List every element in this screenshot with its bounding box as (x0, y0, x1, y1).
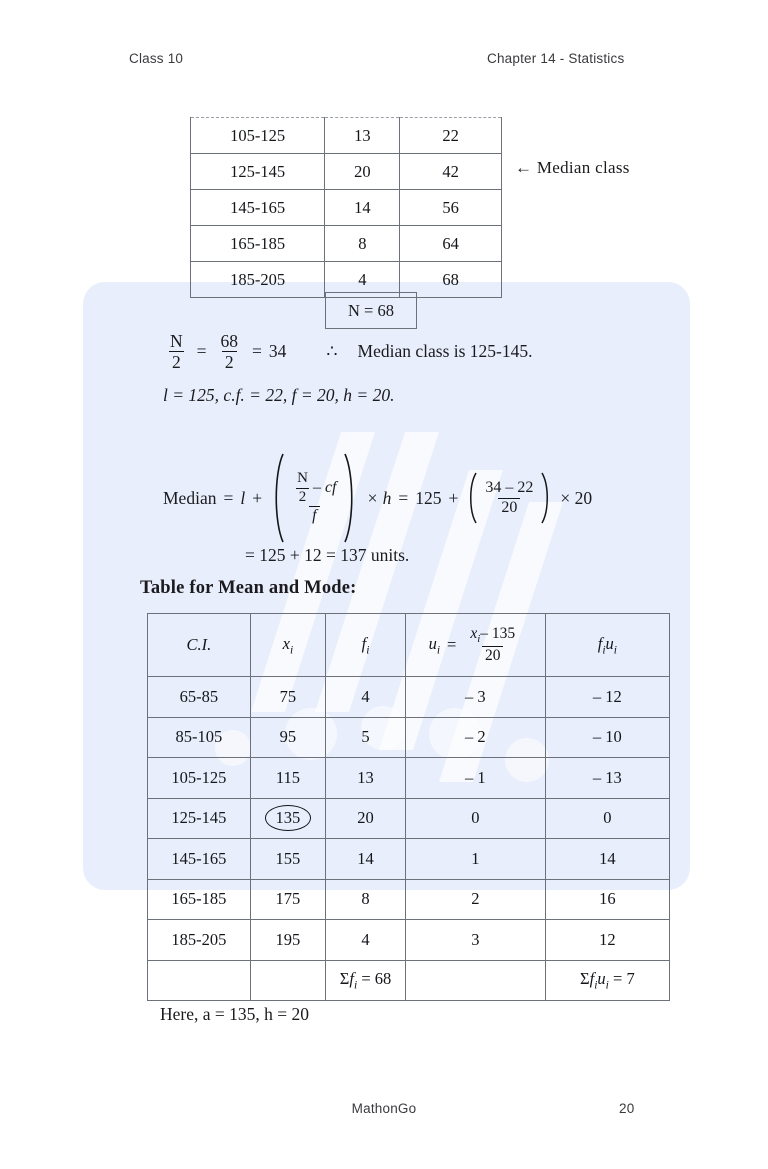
right-paren-big (343, 452, 359, 544)
cell-f: 20 (325, 154, 400, 190)
cell-fi: 4 (326, 920, 406, 961)
median-result: = 125 + 12 = 137 units. (245, 545, 410, 565)
equals-sign: = (223, 487, 234, 508)
fraction-34-minus-22-over-20 (482, 480, 536, 517)
cell-ci: 165-185 (148, 879, 251, 920)
footnote-assumed-mean: Here, a = 135, h = 20 (160, 1004, 310, 1024)
cell-ui: 1 (405, 839, 545, 880)
times-h: × h (366, 487, 392, 508)
table-totals-row (148, 960, 670, 1001)
cell-fiui: – 10 (545, 717, 669, 758)
equals-sign: = (196, 341, 207, 362)
left-paren-big (269, 452, 285, 544)
plus-sign: + (252, 487, 263, 508)
cell-fi: 13 (326, 758, 406, 799)
header-ci: C.I. (148, 614, 251, 677)
table-row (148, 839, 670, 880)
header-xi-symbol: x (282, 633, 290, 653)
totals-sum-fiui: $\Sigma f_iu_i = 7$ (545, 960, 669, 1001)
header-ui-symbol-group: $u_i$ (428, 633, 441, 657)
cell-ui: 0 (405, 798, 545, 839)
cumulative-frequency-table (190, 117, 502, 298)
fraction-n2-minus-cf-over-f (289, 471, 339, 525)
table-header-row (148, 614, 670, 677)
cell-ui: – 3 (405, 677, 545, 718)
n-total-cell: N = 68 (325, 292, 417, 329)
inner-numerator: N (297, 469, 308, 486)
cell-xi: 115 (250, 758, 325, 799)
header-xi-subscript: i (289, 644, 294, 657)
table-row (148, 758, 670, 799)
left-paren-small (465, 471, 478, 525)
footer-brand: MathonGo (351, 1101, 417, 1116)
fraction-denominator: 2 (169, 351, 184, 371)
cell-f: 8 (325, 226, 400, 262)
header-fi-symbol: f (361, 633, 367, 653)
cell-xi-circled (250, 798, 325, 839)
table-row (191, 190, 502, 226)
symbol-l: l (240, 487, 246, 508)
table-row (148, 879, 670, 920)
table-row (191, 118, 502, 154)
therefore-symbol: ∴ (326, 341, 338, 362)
cell-ci: 125-145 (148, 798, 251, 839)
cell-cf: 64 (400, 226, 502, 262)
equals-sign: = (398, 487, 409, 508)
cell-ci: 145-165 (191, 190, 325, 226)
cell-ci: 105-125 (191, 118, 325, 154)
median-formula (163, 452, 592, 544)
median-class-statement: Median class is 125-145. (357, 341, 533, 362)
inner-denominator: 2 (296, 488, 310, 506)
median-parameters: l = 125, c.f. = 22, f = 20, h = 20. (163, 385, 395, 405)
cell-cf: 56 (400, 190, 502, 226)
cell-ui: 2 (405, 879, 545, 920)
cell-f: 14 (325, 190, 400, 226)
median-label: Median (163, 487, 217, 508)
cell-fi: 8 (326, 879, 406, 920)
cell-ui: – 1 (405, 758, 545, 799)
cell-fi: 5 (326, 717, 406, 758)
equals-sign: = (252, 341, 262, 362)
table-row (148, 717, 670, 758)
half-n-calculation (163, 332, 533, 372)
cell-fiui: 12 (545, 920, 669, 961)
totals-cell-xi (250, 960, 325, 1001)
cell-ui: 3 (405, 920, 545, 961)
cell-ci: 185-205 (148, 920, 251, 961)
fraction-numerator: 68 (220, 331, 239, 351)
fraction-denominator: 2 (222, 351, 237, 371)
right-paren-small (540, 471, 553, 525)
cell-xi: 195 (250, 920, 325, 961)
header-xi (250, 614, 325, 677)
fraction-n-over-2 (167, 332, 186, 372)
fraction-denominator: f (309, 506, 319, 525)
cell-ci: 165-185 (191, 226, 325, 262)
table-row (191, 226, 502, 262)
header-fi-subscript: i (366, 644, 370, 657)
totals-sum-fi: $\Sigma f_i = 68$ (326, 960, 406, 1001)
fraction-numerator: $x_i-$ 135 (470, 624, 516, 645)
cell-xi: 155 (250, 839, 325, 880)
median-class-annotation: ← Median class (515, 158, 630, 177)
cell-f: 13 (325, 118, 400, 154)
cell-fiui: 14 (545, 839, 669, 880)
cell-ci: 105-125 (148, 758, 251, 799)
circled-assumed-mean: 135 (265, 806, 312, 830)
half-n-value: 34 (268, 341, 287, 362)
totals-cell-ui (405, 960, 545, 1001)
inner-fraction-n-over-2 (294, 471, 311, 506)
running-head-right: Chapter 14 - Statistics (487, 51, 625, 66)
section-heading: Table for Mean and Mode: (140, 578, 357, 598)
cell-f: 4 (325, 262, 400, 298)
mean-mode-table (147, 613, 670, 1001)
header-ui-formula (405, 614, 545, 677)
cell-cf: 22 (400, 118, 502, 154)
fraction-xi-minus-135-over-20 (467, 626, 518, 665)
cell-fiui: 16 (545, 879, 669, 920)
cell-xi: 175 (250, 879, 325, 920)
fraction-denominator: 20 (498, 498, 520, 517)
cell-fi: 14 (326, 839, 406, 880)
cell-ci: 145-165 (148, 839, 251, 880)
minus-cf: – cf (312, 478, 337, 496)
table-row (191, 154, 502, 190)
table-row (148, 798, 670, 839)
cell-ci: 85-105 (148, 717, 251, 758)
cell-ci: 125-145 (191, 154, 325, 190)
value-125: 125 (415, 487, 442, 508)
footer-page-number: 20 (619, 1101, 635, 1116)
cell-ui: – 2 (405, 717, 545, 758)
header-fi (326, 614, 406, 677)
plus-sign: + (448, 487, 459, 508)
fraction-numerator: 34 – 22 (485, 478, 534, 496)
totals-cell-ci (148, 960, 251, 1001)
equals-sign: = (447, 634, 457, 654)
cell-fi: 4 (326, 677, 406, 718)
times-20: × 20 (560, 487, 593, 508)
fraction-denominator: 20 (482, 646, 504, 664)
cell-xi: 75 (250, 677, 325, 718)
cell-cf: 68 (400, 262, 502, 298)
fraction-numerator (289, 471, 339, 507)
cell-fi: 20 (326, 798, 406, 839)
cell-fiui: – 13 (545, 758, 669, 799)
cell-fiui: – 12 (545, 677, 669, 718)
cell-ci: 185-205 (191, 262, 325, 298)
header-fiui: $f_iu_i$ (545, 614, 669, 677)
running-head-left: Class 10 (129, 51, 184, 66)
cell-ci: 65-85 (148, 677, 251, 718)
cell-cf: 42 (400, 154, 502, 190)
fraction-numerator: N (170, 331, 183, 351)
fraction-68-over-2 (218, 332, 242, 372)
table-row (148, 677, 670, 718)
cell-xi: 95 (250, 717, 325, 758)
cell-fiui: 0 (545, 798, 669, 839)
table-row (148, 920, 670, 961)
